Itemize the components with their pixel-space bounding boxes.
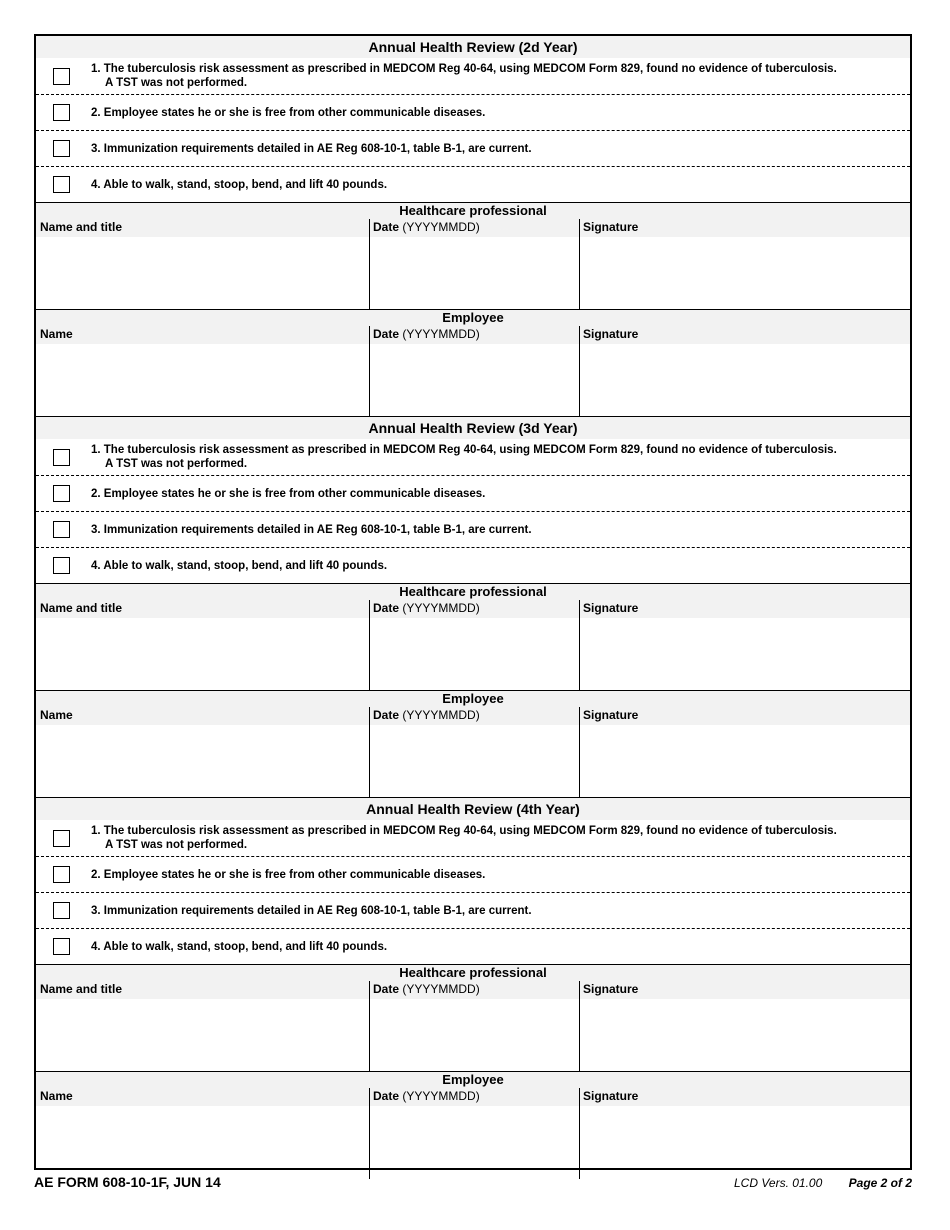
date-label: Date (373, 601, 400, 615)
date-format-hint: (YYYYMMDD) (402, 982, 480, 996)
item-text-line1: 2. Employee states he or she is free from other communicable diseases. (91, 868, 486, 881)
name-field[interactable] (36, 999, 369, 1072)
date-format-hint: (YYYYMMDD) (402, 708, 480, 722)
item-checkbox[interactable] (53, 104, 70, 121)
checklist-item (36, 512, 910, 548)
health-review-form (34, 34, 912, 1170)
date-field[interactable] (370, 237, 579, 310)
section-title: Annual Health Review (2d Year) (36, 36, 910, 58)
signature-label: Signature (583, 327, 639, 341)
date-label: Date (373, 708, 400, 722)
date-format-hint: (YYYYMMDD) (402, 601, 480, 615)
employee-block-title: Employee (36, 691, 910, 707)
item-text-line1: 2. Employee states he or she is free from other communicable diseases. (91, 106, 486, 119)
annual-review-section (36, 417, 910, 798)
checklist-item (36, 131, 910, 167)
name-label: Name (40, 708, 73, 722)
checklist-item (36, 548, 910, 584)
annual-review-section (36, 798, 910, 1179)
item-text-line1: 4. Able to walk, stand, stoop, bend, and lift 40 pounds. (91, 940, 388, 953)
checklist-item (36, 95, 910, 131)
item-text-line1: 3. Immunization requirements detailed in AE Reg 608-10-1, table B-1, are current. (91, 523, 532, 536)
version-label: LCD Vers. 01.00 (734, 1176, 823, 1190)
name-field[interactable] (36, 237, 369, 310)
employee-block-title: Employee (36, 1072, 910, 1088)
item-text-line1: 4. Able to walk, stand, stoop, bend, and lift 40 pounds. (91, 178, 388, 191)
date-format-hint: (YYYYMMDD) (402, 1089, 480, 1103)
signature-field[interactable] (580, 618, 910, 691)
name-field[interactable] (36, 344, 369, 417)
signature-label: Signature (583, 1089, 639, 1103)
item-text-line1: 1. The tuberculosis risk assessment as prescribed in MEDCOM Reg 40-64, using MEDCOM Form 829, found no evidence of tuberculosis. (91, 825, 837, 837)
annual-review-section (36, 36, 910, 417)
item-checkbox[interactable] (53, 521, 70, 538)
section-title: Annual Health Review (4th Year) (36, 798, 910, 820)
item-checkbox[interactable] (53, 176, 70, 193)
date-label: Date (373, 220, 400, 234)
employee-signature-block (36, 310, 910, 417)
name-label: Name (40, 1089, 73, 1103)
signature-field[interactable] (580, 1106, 910, 1179)
signature-field[interactable] (580, 725, 910, 798)
item-checkbox[interactable] (53, 938, 70, 955)
form-id: AE FORM 608-10-1F, JUN 14 (34, 1174, 221, 1190)
item-text (91, 106, 485, 120)
name-label: Name and title (40, 982, 123, 996)
footer (34, 1174, 912, 1192)
name-label: Name (40, 327, 73, 341)
section-title: Annual Health Review (3d Year) (36, 417, 910, 439)
item-text (91, 904, 532, 918)
item-text (91, 178, 387, 192)
item-text (91, 940, 387, 954)
date-label: Date (373, 982, 400, 996)
date-label: Date (373, 1089, 400, 1103)
date-format-hint: (YYYYMMDD) (402, 220, 480, 234)
checklist-item (36, 439, 910, 476)
item-text-line2: A TST was not performed. (105, 77, 248, 89)
healthcare-block-title: Healthcare professional (36, 965, 910, 981)
signature-label: Signature (583, 220, 639, 234)
page-number: Page 2 of 2 (848, 1176, 912, 1190)
item-text-line1: 3. Immunization requirements detailed in AE Reg 608-10-1, table B-1, are current. (91, 142, 532, 155)
item-text-line1: 1. The tuberculosis risk assessment as prescribed in MEDCOM Reg 40-64, using MEDCOM Form 829, found no evidence of tuberculosis. (91, 63, 837, 75)
employee-signature-block (36, 691, 910, 798)
item-checkbox[interactable] (53, 140, 70, 157)
item-checkbox[interactable] (53, 902, 70, 919)
name-field[interactable] (36, 618, 369, 691)
checklist-item (36, 929, 910, 965)
checklist-item (36, 58, 910, 95)
item-text-line1: 1. The tuberculosis risk assessment as prescribed in MEDCOM Reg 40-64, using MEDCOM Form 829, found no evidence of tuberculosis. (91, 444, 837, 456)
employee-signature-block (36, 1072, 910, 1179)
item-checkbox[interactable] (53, 866, 70, 883)
date-field[interactable] (370, 999, 579, 1072)
healthcare-block-title: Healthcare professional (36, 584, 910, 600)
healthcare-block-title: Healthcare professional (36, 203, 910, 219)
item-text-line1: 3. Immunization requirements detailed in AE Reg 608-10-1, table B-1, are current. (91, 904, 532, 917)
checklist-item (36, 476, 910, 512)
item-text-line2: A TST was not performed. (105, 839, 248, 851)
item-text-line2: A TST was not performed. (105, 458, 248, 470)
checklist-item (36, 893, 910, 929)
signature-field[interactable] (580, 237, 910, 310)
name-field[interactable] (36, 725, 369, 798)
item-text (91, 487, 485, 501)
item-checkbox[interactable] (53, 557, 70, 574)
item-checkbox[interactable] (53, 68, 70, 85)
signature-field[interactable] (580, 344, 910, 417)
item-text (91, 868, 485, 882)
date-format-hint: (YYYYMMDD) (402, 327, 480, 341)
item-text-line1: 2. Employee states he or she is free from other communicable diseases. (91, 487, 486, 500)
name-label: Name and title (40, 601, 123, 615)
signature-field[interactable] (580, 999, 910, 1072)
item-text-line1: 4. Able to walk, stand, stoop, bend, and lift 40 pounds. (91, 559, 388, 572)
date-field[interactable] (370, 618, 579, 691)
name-field[interactable] (36, 1106, 369, 1179)
healthcare-signature-block (36, 584, 910, 691)
item-text (91, 62, 837, 90)
employee-block-title: Employee (36, 310, 910, 326)
item-text (91, 824, 837, 852)
name-label: Name and title (40, 220, 123, 234)
item-text (91, 443, 837, 471)
date-field[interactable] (370, 725, 579, 798)
healthcare-signature-block (36, 203, 910, 310)
checklist-item (36, 167, 910, 203)
signature-label: Signature (583, 708, 639, 722)
item-text (91, 142, 532, 156)
signature-label: Signature (583, 601, 639, 615)
item-text (91, 559, 387, 573)
item-checkbox[interactable] (53, 449, 70, 466)
item-checkbox[interactable] (53, 485, 70, 502)
checklist-item (36, 820, 910, 857)
date-field[interactable] (370, 1106, 579, 1179)
date-field[interactable] (370, 344, 579, 417)
item-text (91, 523, 532, 537)
signature-label: Signature (583, 982, 639, 996)
healthcare-signature-block (36, 965, 910, 1072)
date-label: Date (373, 327, 400, 341)
checklist-item (36, 857, 910, 893)
item-checkbox[interactable] (53, 830, 70, 847)
